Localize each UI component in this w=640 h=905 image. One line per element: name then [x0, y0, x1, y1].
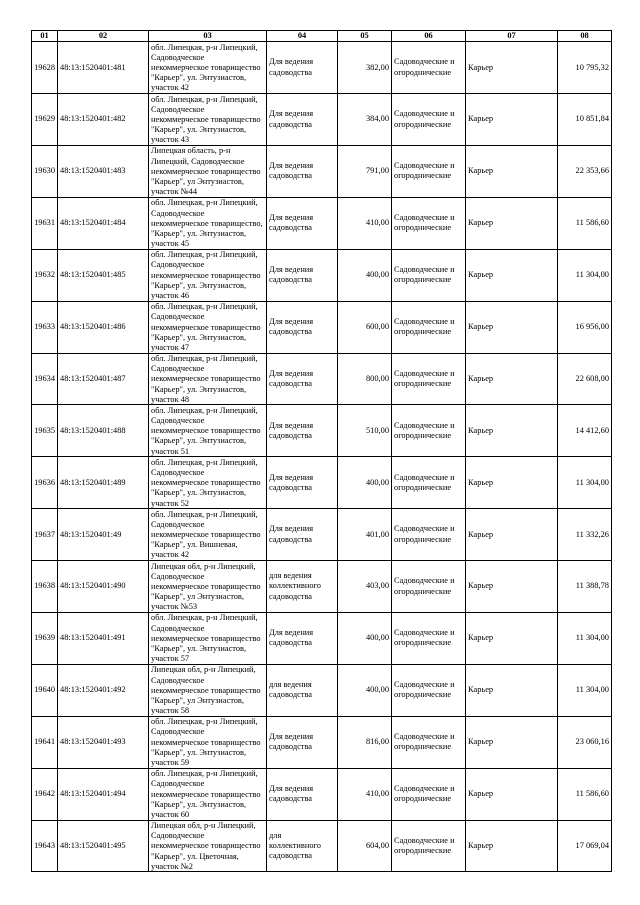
cadastral-value-cell: 14 412,60	[558, 405, 612, 457]
address-cell	[149, 145, 267, 197]
cadastral-number-cell: 48:13:1520401:493	[58, 716, 149, 768]
address-cell	[149, 197, 267, 249]
address-cell	[149, 716, 267, 768]
address-cell	[149, 768, 267, 820]
locality-cell: Карьер	[466, 561, 558, 613]
cadastral-value-cell: 11 332,26	[558, 509, 612, 561]
permitted-use-cell: Для ведения садоводства	[267, 716, 338, 768]
record-number-cell: 19633	[32, 301, 58, 353]
record-number-cell: 19643	[32, 820, 58, 872]
address-cell	[149, 613, 267, 665]
table-row	[32, 42, 612, 94]
locality-cell: Карьер	[466, 457, 558, 509]
cadastral-number-cell: 48:13:1520401:483	[58, 145, 149, 197]
locality-cell: Карьер	[466, 42, 558, 94]
area-cell: 604,00	[338, 820, 392, 872]
cadastral-value-cell: 23 060,16	[558, 716, 612, 768]
land-category-cell: Садоводческие и огороднические	[392, 561, 466, 613]
address-cell	[149, 820, 267, 872]
locality-cell: Карьер	[466, 353, 558, 405]
col-header-01: 01	[32, 31, 58, 42]
record-number-cell: 19640	[32, 664, 58, 716]
address-text: обл. Липецкая, р-н Липецкий, Садоводческое некоммерческое товарищество "Карьер", ул. Энтузиастов, участок 47	[151, 302, 261, 352]
cadastral-number-cell: 48:13:1520401:489	[58, 457, 149, 509]
table-row	[32, 716, 612, 768]
land-category-cell: Садоводческие и огороднические	[392, 768, 466, 820]
cadastral-number-cell: 48:13:1520401:495	[58, 820, 149, 872]
permitted-use-cell: Для ведения садоводства	[267, 457, 338, 509]
address-cell	[149, 664, 267, 716]
locality-cell: Карьер	[466, 249, 558, 301]
land-registry-table	[31, 30, 612, 872]
header-row	[32, 31, 612, 42]
table-row	[32, 509, 612, 561]
cadastral-number-cell: 48:13:1520401:482	[58, 94, 149, 146]
cadastral-value-cell: 17 069,04	[558, 820, 612, 872]
cadastral-value-cell: 11 304,00	[558, 613, 612, 665]
cadastral-value-cell: 10 851,84	[558, 94, 612, 146]
address-text: обл. Липецкая, р-н Липецкий, Садоводческое некоммерческое товарищество "Карьер", ул. Энтузиастов, участок 46	[151, 250, 261, 301]
permitted-use-cell: Для ведения садоводства	[267, 509, 338, 561]
cadastral-value-cell: 11 586,60	[558, 768, 612, 820]
locality-cell: Карьер	[466, 768, 558, 820]
cadastral-value-cell: 16 956,00	[558, 301, 612, 353]
area-cell: 384,00	[338, 94, 392, 146]
address-cell	[149, 249, 267, 301]
cadastral-number-cell: 48:13:1520401:490	[58, 561, 149, 613]
table-row	[32, 768, 612, 820]
cadastral-number-cell: 48:13:1520401:494	[58, 768, 149, 820]
record-number-cell: 19637	[32, 509, 58, 561]
locality-cell: Карьер	[466, 405, 558, 457]
cadastral-value-cell: 11 304,00	[558, 457, 612, 509]
table-row	[32, 405, 612, 457]
locality-cell: Карьер	[466, 197, 558, 249]
cadastral-value-cell: 11 304,00	[558, 664, 612, 716]
locality-cell: Карьер	[466, 613, 558, 665]
permitted-use-cell: Для ведения садоводства	[267, 613, 338, 665]
record-number-cell: 19629	[32, 94, 58, 146]
address-text: обл. Липецкая, р-н Липецкий, Садоводческое некоммерческое товарищество, "Карьер", ул. Энтузиастов, участок 45	[151, 198, 263, 249]
table-row	[32, 457, 612, 509]
cadastral-number-cell: 48:13:1520401:488	[58, 405, 149, 457]
col-header-06: 06	[392, 31, 466, 42]
permitted-use-cell: Для ведения садоводства	[267, 249, 338, 301]
land-category-cell: Садоводческие и огороднические	[392, 301, 466, 353]
cadastral-number-cell: 48:13:1520401:481	[58, 42, 149, 94]
land-category-cell: Садоводческие и огороднические	[392, 353, 466, 405]
area-cell: 816,00	[338, 716, 392, 768]
cadastral-number-cell: 48:13:1520401:486	[58, 301, 149, 353]
area-cell: 400,00	[338, 457, 392, 509]
address-cell	[149, 301, 267, 353]
address-text: обл. Липецкая, р-н Липецкий, Садоводческое некоммерческое товарищество "Карьер", ул. Энтузиастов, участок 59	[151, 717, 261, 768]
cadastral-value-cell: 11 586,60	[558, 197, 612, 249]
permitted-use-cell: Для ведения садоводства	[267, 768, 338, 820]
locality-cell: Карьер	[466, 820, 558, 872]
locality-cell: Карьер	[466, 145, 558, 197]
cadastral-number-cell: 48:13:1520401:491	[58, 613, 149, 665]
record-number-cell: 19635	[32, 405, 58, 457]
address-cell	[149, 457, 267, 509]
address-text: обл. Липецкая, р-н Липецкий, Садоводческое некоммерческое товарищество "Карьер", ул. Энтузиастов, участок 48	[151, 353, 261, 404]
cadastral-value-cell: 10 795,32	[558, 42, 612, 94]
area-cell: 510,00	[338, 405, 392, 457]
address-cell	[149, 405, 267, 457]
area-cell: 400,00	[338, 613, 392, 665]
permitted-use-cell: для ведения садоводства	[267, 664, 338, 716]
area-cell: 600,00	[338, 301, 392, 353]
permitted-use-cell: для ведения коллективного садоводства	[267, 561, 338, 613]
area-cell: 410,00	[338, 768, 392, 820]
area-cell: 401,00	[338, 509, 392, 561]
record-number-cell: 19634	[32, 353, 58, 405]
cadastral-number-cell: 48:13:1520401:492	[58, 664, 149, 716]
address-text: обл. Липецкая, р-н Липецкий, Садоводческое некоммерческое товарищество "Карьер", ул. Вишневая, участок 42	[151, 509, 261, 560]
table-row	[32, 249, 612, 301]
area-cell: 403,00	[338, 561, 392, 613]
locality-cell: Карьер	[466, 664, 558, 716]
address-text: Липецкая обл, р-н Липецкий, Садоводческое некоммерческое товарищество "Карьер", ул Энтузиастов, участок 58	[151, 665, 261, 716]
permitted-use-cell: Для ведения садоводства	[267, 301, 338, 353]
table-row	[32, 820, 612, 872]
land-category-cell: Садоводческие и огороднические	[392, 820, 466, 872]
locality-cell: Карьер	[466, 301, 558, 353]
land-category-cell: Садоводческие и огороднические	[392, 509, 466, 561]
land-category-cell: Садоводческие и огороднические	[392, 613, 466, 665]
address-text: обл. Липецкая, р-н Липецкий, Садоводческое некоммерческое товарищество "Карьер", ул. Энтузиастов, участок 60	[151, 769, 261, 819]
land-category-cell: Садоводческие и огороднические	[392, 457, 466, 509]
table-row	[32, 613, 612, 665]
permitted-use-cell: Для ведения садоводства	[267, 405, 338, 457]
land-category-cell: Садоводческие и огороднические	[392, 42, 466, 94]
col-header-03: 03	[149, 31, 267, 42]
area-cell: 400,00	[338, 249, 392, 301]
record-number-cell: 19638	[32, 561, 58, 613]
cadastral-number-cell: 48:13:1520401:49	[58, 509, 149, 561]
land-category-cell: Садоводческие и огороднические	[392, 197, 466, 249]
cadastral-value-cell: 22 353,66	[558, 145, 612, 197]
address-text: обл. Липецкая, р-н Липецкий, Садоводческое некоммерческое товарищество "Карьер", ул. Энтузиастов, участок 43	[151, 94, 261, 145]
table-row	[32, 664, 612, 716]
area-cell: 382,00	[338, 42, 392, 94]
permitted-use-cell: Для ведения садоводства	[267, 353, 338, 405]
area-cell: 791,00	[338, 145, 392, 197]
locality-cell: Карьер	[466, 509, 558, 561]
record-number-cell: 19641	[32, 716, 58, 768]
address-cell	[149, 353, 267, 405]
address-text: обл. Липецкая, р-н Липецкий, Садоводческое некоммерческое товарищество "Карьер", ул. Энтузиастов, участок 51	[151, 405, 261, 456]
address-cell	[149, 561, 267, 613]
permitted-use-cell: Для ведения садоводства	[267, 42, 338, 94]
address-cell	[149, 42, 267, 94]
cadastral-value-cell: 11 388,78	[558, 561, 612, 613]
cadastral-value-cell: 22 608,00	[558, 353, 612, 405]
col-header-02: 02	[58, 31, 149, 42]
record-number-cell: 19631	[32, 197, 58, 249]
permitted-use-cell: Для ведения садоводства	[267, 145, 338, 197]
cadastral-number-cell: 48:13:1520401:484	[58, 197, 149, 249]
land-category-cell: Садоводческие и огороднические	[392, 664, 466, 716]
cadastral-number-cell: 48:13:1520401:487	[58, 353, 149, 405]
area-cell: 800,00	[338, 353, 392, 405]
record-number-cell: 19639	[32, 613, 58, 665]
address-text: обл. Липецкая, р-н Липецкий, Садоводческое некоммерческое товарищество "Карьер", ул. Энтузиастов, участок 57	[151, 613, 261, 664]
col-header-07: 07	[466, 31, 558, 42]
col-header-08: 08	[558, 31, 612, 42]
table-row	[32, 94, 612, 146]
table-row	[32, 197, 612, 249]
record-number-cell: 19628	[32, 42, 58, 94]
permitted-use-cell: Для ведения садоводства	[267, 94, 338, 146]
permitted-use-cell: для коллективного садоводства	[267, 820, 338, 872]
address-text: Липецкая обл, р-н Липецкий, Садоводческое некоммерческое товарищество "Карьер", ул. Цветочная, участок №2	[151, 821, 261, 871]
permitted-use-cell: Для ведения садоводства	[267, 197, 338, 249]
area-cell: 410,00	[338, 197, 392, 249]
land-category-cell: Садоводческие и огороднические	[392, 249, 466, 301]
area-cell: 400,00	[338, 664, 392, 716]
table-row	[32, 561, 612, 613]
col-header-04: 04	[267, 31, 338, 42]
land-category-cell: Садоводческие и огороднические	[392, 716, 466, 768]
table-row	[32, 301, 612, 353]
address-text: обл. Липецкая, р-н Липецкий, Садоводческое некоммерческое товарищество "Карьер", ул. Энтузиастов, участок 52	[151, 457, 261, 508]
record-number-cell: 19630	[32, 145, 58, 197]
land-category-cell: Садоводческие и огороднические	[392, 405, 466, 457]
col-header-05: 05	[338, 31, 392, 42]
table-row	[32, 145, 612, 197]
address-cell	[149, 509, 267, 561]
table-row	[32, 353, 612, 405]
address-text: обл. Липецкая, р-н Липецкий, Садоводческое некоммерческое товарищество "Карьер", ул. Энтузиастов, участок 42	[151, 42, 261, 93]
cadastral-number-cell: 48:13:1520401:485	[58, 249, 149, 301]
land-category-cell: Садоводческие и огороднические	[392, 145, 466, 197]
locality-cell: Карьер	[466, 94, 558, 146]
cadastral-value-cell: 11 304,00	[558, 249, 612, 301]
record-number-cell: 19632	[32, 249, 58, 301]
address-cell	[149, 94, 267, 146]
locality-cell: Карьер	[466, 716, 558, 768]
record-number-cell: 19642	[32, 768, 58, 820]
land-category-cell: Садоводческие и огороднические	[392, 94, 466, 146]
address-text: Липецкая область, р-н Липецкий, Садоводческое некоммерческое товарищество "Карьер", ул Энтузиастов, участок №44	[151, 146, 261, 197]
address-text: Липецкая обл, р-н Липецкий, Садоводческое некоммерческое товарищество "Карьер", ул Энтузиастов, участок №53	[151, 561, 261, 612]
record-number-cell: 19636	[32, 457, 58, 509]
